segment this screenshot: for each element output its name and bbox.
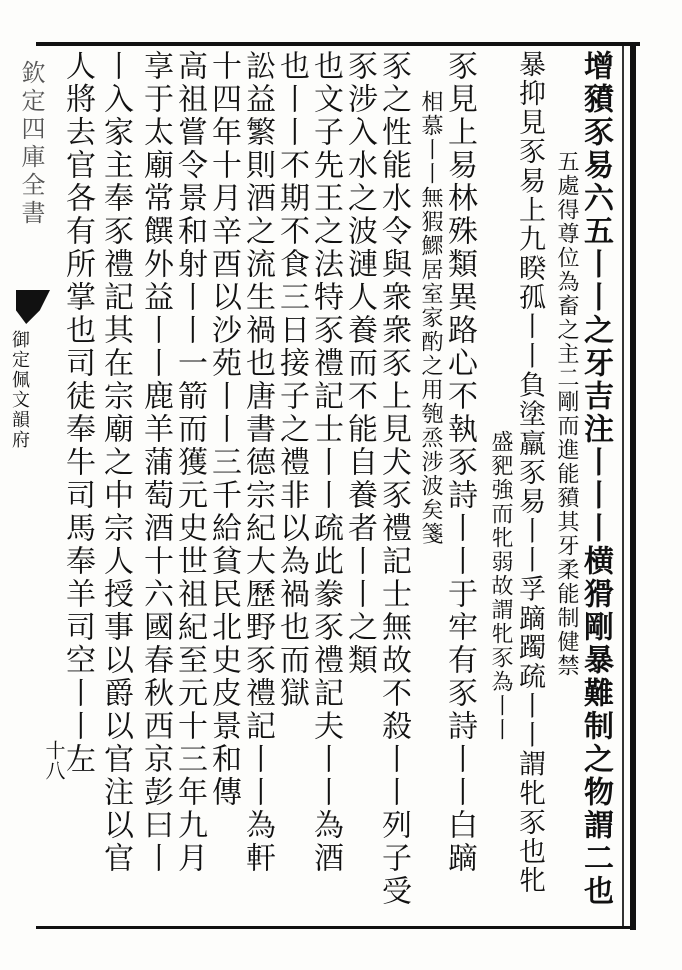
text-column-7: 豕之性能水令與衆衆豕上見犬豕禮記士無故不殺丨丨列子受 xyxy=(376,50,411,908)
text-column-1: 增豶豕易六五丨丨之牙吉注丨丨丨横猾剛暴難制之物謂二也 xyxy=(578,50,613,908)
text-column-12: 十四年十月辛酉以沙苑丨丨三千給貧民北史皮景和傳 xyxy=(206,50,241,809)
frame-top-border xyxy=(36,42,640,46)
text-column-10: 也丨丨不期不食三日接子之禮非以為禍也而獄 xyxy=(274,50,309,710)
frame-bottom-border xyxy=(36,926,636,929)
text-column-13: 高祖嘗令景和射丨丨一箭而獲元史世祖紀至元十三年九月 xyxy=(172,50,207,875)
text-column-8: 豕涉入水之波漣人養而不能自養者丨丨之類 xyxy=(342,50,377,677)
text-column-4: 盛豝強而牝弱故謂牝豕為丨丨 xyxy=(488,430,513,742)
frame-right-border xyxy=(630,42,636,930)
fish-tail-mark-icon xyxy=(16,290,50,324)
text-column-6: 相慕丨丨無猳鰥居室家酌之用匏烝涉波矣箋 xyxy=(418,90,443,546)
text-column-15: 丨入家主奉豕禮記其在宗廟之中宗人授事以爵以官注以官 xyxy=(98,50,133,875)
text-column-9: 也文子先王之法特豕禮記士丨丨疏此豢豕禮記夫丨丨為酒 xyxy=(308,50,343,875)
frame-right-inner-line xyxy=(622,46,624,926)
page-number: 十八 xyxy=(42,740,66,780)
spine-title: 欽定四庫全書 xyxy=(17,60,45,228)
text-column-16: 人將去官各有所掌也司徒奉牛司馬奉羊司空丨丨左 xyxy=(60,50,95,776)
text-column-14: 享于太廟常饌外益丨丨鹿羊蒲萄酒十六國春秋西京彭曰丨 xyxy=(138,50,173,875)
text-column-2: 五處得尊位為畜之主二剛而進能豶其牙柔能制健禁 xyxy=(554,150,579,678)
text-column-11: 訟益繁則酒之流生禍也唐書德宗紀大歷野豕禮記丨丨為軒 xyxy=(240,50,275,875)
text-column-3: 暴抑見豕易上九睽孤丨丨負塗羸豕易丨丨孚蹢躅疏丨丨謂牝豕也牝 xyxy=(514,50,545,896)
spine-book-title: 御定佩文韻府 xyxy=(9,330,30,450)
text-column-5: 豕見上易林殊類異路心不執豕詩丨丨于牢有豕詩丨丨白蹢 xyxy=(442,50,477,875)
